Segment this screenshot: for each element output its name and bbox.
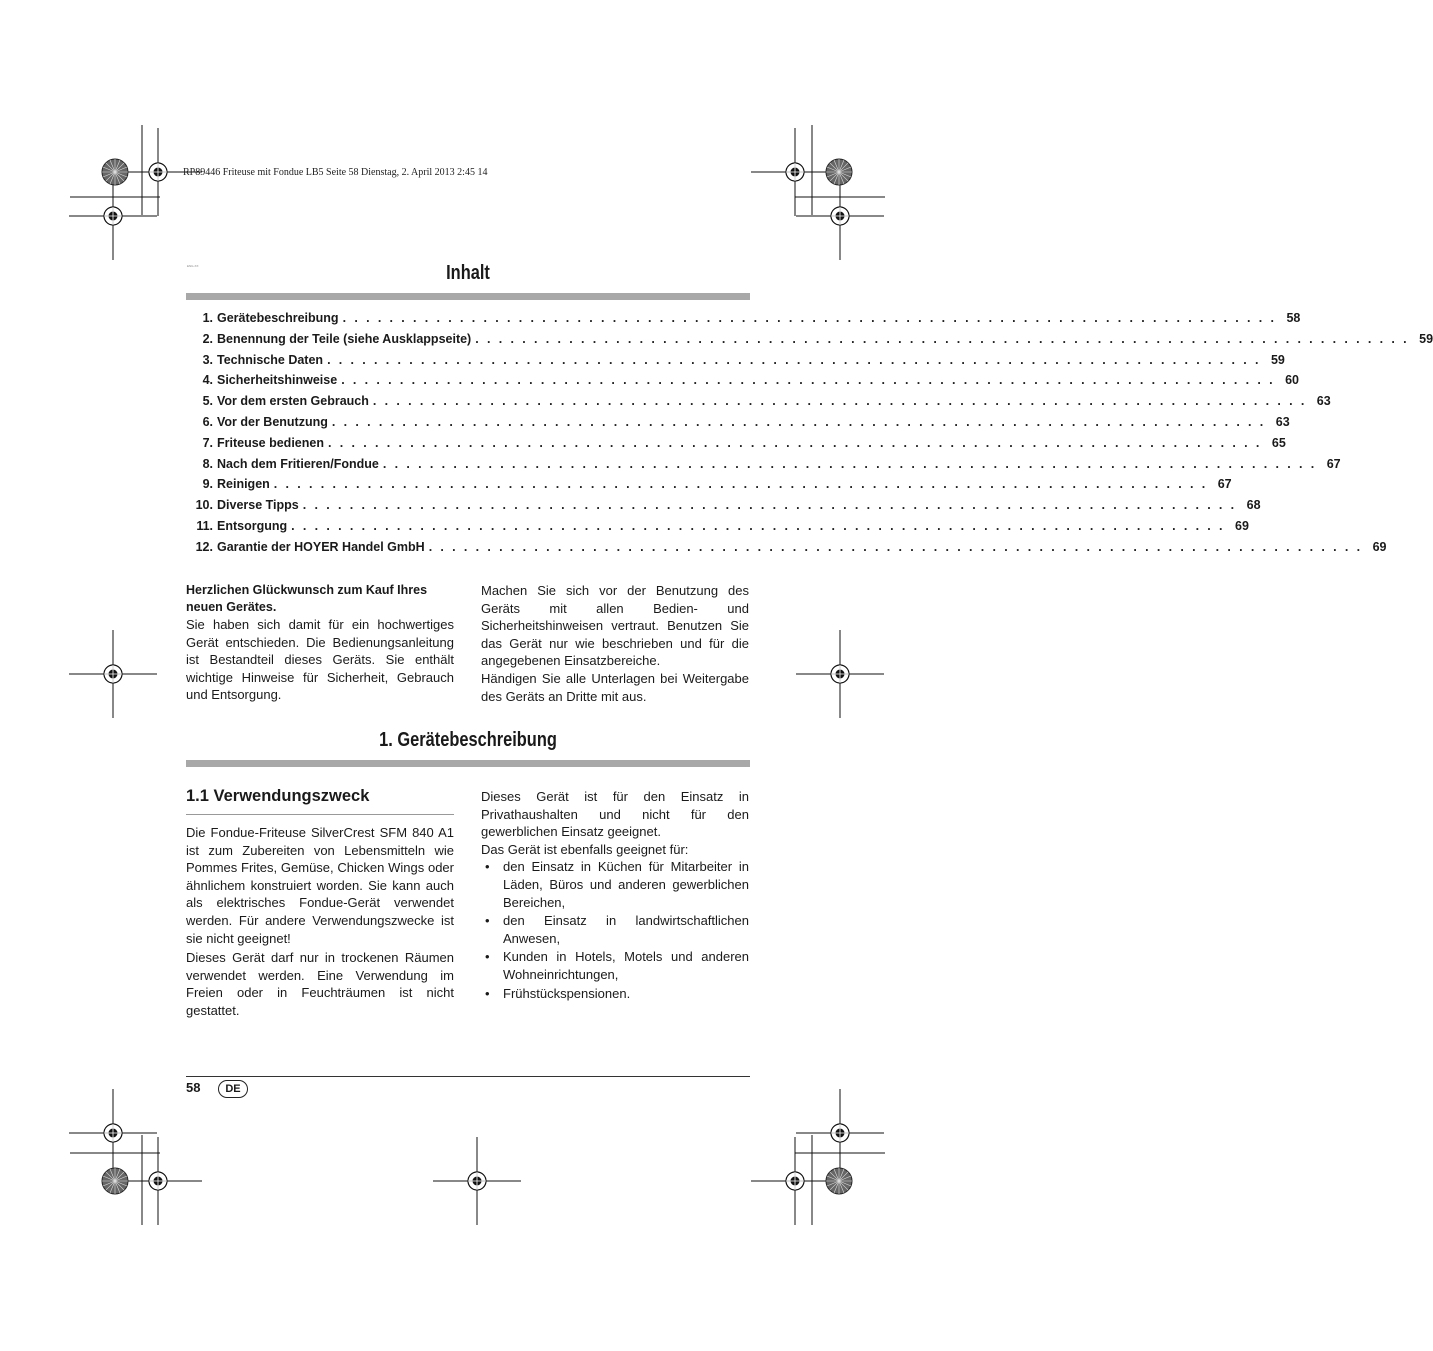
toc-entry-title: Diverse Tipps: [217, 498, 299, 513]
toc-entry[interactable]: [186, 331, 1433, 353]
intro-lead: Herzlichen Glückwunsch zum Kauf Ihres neuen Gerätes.: [186, 583, 428, 614]
toc-entry[interactable]: [186, 539, 1387, 561]
toc-leader-dots: . . . . . . . . . . . . . . . . . . . . . . . . . . . . . . . . . . . . . . . . . . . . . . . . . . . . . . . . . . . . . . . . . . . . . . . . . . . . . . . .: [372, 394, 1307, 409]
section-1-left-p1: Die Fondue-Friteuse SilverCrest SFM 840 A1 ist zum Zubereiten von Lebensmitteln wie Pommes Frites, Gemüse, Chicken Wings oder ähnlichem konstruiert worden. Sie kann auch als elektrisches Fondue-Gerät verwendet werden. Für andere Verwendungszwecke ist sie nicht geeignet!: [186, 825, 454, 946]
toc-title: Inhalt: [446, 262, 490, 284]
toc-entry-number: 3.: [202, 352, 213, 367]
intro-left-column: [186, 582, 454, 704]
toc-entry-page: 67: [1217, 477, 1232, 492]
toc-entry[interactable]: [186, 394, 1331, 415]
section-1-left-p2: Dieses Gerät darf nur in trockenen Räumen verwendet werden. Eine Verwendung im Freien oder in Feuchträumen ist nicht gestattet.: [186, 950, 454, 1018]
toc-leader-dots: . . . . . . . . . . . . . . . . . . . . . . . . . . . . . . . . . . . . . . . . . . . . . . . . . . . . . . . . . . . . . . . . . . . . . . . . . . . . . . . .: [327, 435, 1262, 450]
section-1-title: 1. Gerätebeschreibung: [379, 729, 557, 751]
tiny-mark: ENG-XX: [187, 264, 199, 268]
section-1-right-column: [481, 788, 749, 1002]
toc-entry-number: 2.: [202, 331, 213, 346]
table-of-contents: [186, 311, 1433, 561]
toc-leader-dots: . . . . . . . . . . . . . . . . . . . . . . . . . . . . . . . . . . . . . . . . . . . . . . . . . . . . . . . . . . . . . . . . . . . . . . . . . . . . . . . .: [273, 477, 1208, 492]
page-number: 58: [186, 1080, 201, 1095]
toc-entry-title: Garantie der HOYER Handel GmbH: [217, 539, 425, 554]
toc-entry-page: 59: [1270, 352, 1285, 367]
toc-entry-page: 69: [1372, 539, 1387, 554]
toc-entry-page: 60: [1285, 373, 1299, 388]
subsection-rule: [186, 814, 454, 815]
toc-entry-number: 5.: [202, 394, 213, 409]
toc-entry-number: 1.: [202, 311, 213, 325]
toc-entry-title: Benennung der Teile (siehe Ausklappseite): [217, 331, 472, 346]
toc-entry-page: 67: [1326, 456, 1341, 471]
toc-entry-title: Sicherheitshinweise: [217, 373, 338, 388]
toc-leader-dots: . . . . . . . . . . . . . . . . . . . . . . . . . . . . . . . . . . . . . . . . . . . . . . . . . . . . . . . . . . . . . . . . . . . . . . . . . . . . . . . .: [302, 498, 1237, 513]
toc-leader-dots: . . . . . . . . . . . . . . . . . . . . . . . . . . . . . . . . . . . . . . . . . . . . . . . . . . . . . . . . . . . . . . . . . . . . . . . . . . . . . . . .: [327, 352, 1261, 367]
toc-entry-number: 11.: [196, 518, 213, 533]
toc-entry-title: Technische Daten: [217, 352, 324, 367]
toc-leader-dots: . . . . . . . . . . . . . . . . . . . . . . . . . . . . . . . . . . . . . . . . . . . . . . . . . . . . . . . . . . . . . . . . . . . . . . . . . . . . . . . .: [475, 331, 1410, 346]
list-item: • Kunden in Hotels, Motels und anderen Wohneinrichtungen,: [481, 948, 749, 983]
toc-leader-dots: . . . . . . . . . . . . . . . . . . . . . . . . . . . . . . . . . . . . . . . . . . . . . . . . . . . . . . . . . . . . . . . . . . . . . . . . . . . . . . . .: [342, 311, 1277, 325]
toc-entry-number: 9.: [202, 477, 213, 492]
toc-leader-dots: . . . . . . . . . . . . . . . . . . . . . . . . . . . . . . . . . . . . . . . . . . . . . . . . . . . . . . . . . . . . . . . . . . . . . . . . . . . . . . . .: [331, 414, 1266, 429]
toc-entry-number: 10.: [195, 498, 213, 513]
toc-entry-title: Vor dem ersten Gebrauch: [217, 394, 369, 409]
toc-entry-page: 69: [1235, 518, 1249, 533]
toc-entry-page: 65: [1271, 435, 1286, 450]
section-1-right-p1: Dieses Gerät ist für den Einsatz in Privathaushalten und nicht für den gewerblichen Einsatz geeignet.: [481, 789, 749, 840]
toc-entry-page: 68: [1246, 498, 1261, 513]
toc-entry[interactable]: [186, 373, 1299, 394]
suitability-list: [481, 858, 749, 1002]
toc-leader-dots: . . . . . . . . . . . . . . . . . . . . . . . . . . . . . . . . . . . . . . . . . . . . . . . . . . . . . . . . . . . . . . . . . . . . . . . . . . . . . . . .: [428, 539, 1363, 554]
toc-entry-title: Nach dem Fritieren/Fondue: [217, 456, 379, 471]
toc-entry[interactable]: [186, 477, 1232, 498]
language-badge: DE: [218, 1080, 248, 1098]
section-1-left-column: [186, 788, 454, 1020]
toc-leader-dots: . . . . . . . . . . . . . . . . . . . . . . . . . . . . . . . . . . . . . . . . . . . . . . . . . . . . . . . . . . . . . . . . . . . . . . . . . . . . . . . .: [382, 456, 1317, 471]
list-item: • den Einsatz in Küchen für Mitarbeiter in Läden, Büros und anderen gewerblichen Bereichen,: [481, 858, 749, 911]
print-slug-line: RP89446 Friteuse mit Fondue LB5 Seite 58 Dienstag, 2. April 2013 2:45 14: [183, 167, 488, 178]
intro-right-p1: Machen Sie sich vor der Benutzung des Geräts mit allen Bedien- und Sicherheitshinweisen vertraut. Benutzen Sie das Gerät nur wie beschrieben und für die angegebenen Einsatzbereiche.: [481, 583, 749, 669]
toc-entry-title: Reinigen: [217, 477, 270, 492]
toc-leader-dots: . . . . . . . . . . . . . . . . . . . . . . . . . . . . . . . . . . . . . . . . . . . . . . . . . . . . . . . . . . . . . . . . . . . . . . . . . . . . . . . .: [341, 373, 1275, 388]
toc-title-bar: [186, 293, 750, 300]
toc-entry-number: 6.: [202, 414, 213, 429]
section-1-right-p2: Das Gerät ist ebenfalls geeignet für:: [481, 841, 689, 857]
toc-entry-number: 7.: [202, 435, 213, 450]
toc-entry-page: 58: [1286, 311, 1301, 325]
toc-entry[interactable]: [186, 456, 1341, 478]
intro-left-text: Sie haben sich damit für ein hochwertiges Gerät entschieden. Die Bedienungsanleitung ist Bestandteil dieses Geräts. Sie enthält wichtige Hinweise für Sicherheit, Gebrauch und Entsorgung.: [186, 617, 454, 703]
toc-entry-page: 63: [1275, 414, 1290, 429]
toc-entry[interactable]: [186, 518, 1249, 540]
toc-entry-title: Vor der Benutzung: [217, 414, 328, 429]
footer-rule: [186, 1076, 750, 1077]
toc-entry[interactable]: [186, 311, 1301, 332]
toc-leader-dots: . . . . . . . . . . . . . . . . . . . . . . . . . . . . . . . . . . . . . . . . . . . . . . . . . . . . . . . . . . . . . . . . . . . . . . . . . . . . . . . .: [291, 518, 1225, 533]
list-item: • Frühstückspensionen.: [481, 985, 749, 1003]
toc-entry[interactable]: [186, 498, 1261, 519]
toc-entry-title: Gerätebeschreibung: [217, 311, 339, 325]
toc-entry-page: 63: [1316, 394, 1331, 409]
section-1-title-bar: [186, 760, 750, 767]
list-item: • den Einsatz in landwirtschaftlichen Anwesen,: [481, 912, 749, 947]
toc-entry[interactable]: [186, 352, 1285, 374]
toc-entry-number: 8.: [202, 456, 213, 471]
toc-entry-title: Friteuse bedienen: [217, 435, 324, 450]
intro-right-column: [481, 582, 749, 705]
toc-entry[interactable]: [186, 414, 1290, 436]
toc-entry[interactable]: [186, 435, 1286, 457]
toc-entry-number: 4.: [202, 373, 213, 388]
subsection-title: 1.1 Verwendungszweck: [186, 787, 370, 805]
toc-entry-page: 59: [1419, 331, 1433, 346]
intro-right-p2: Händigen Sie alle Unterlagen bei Weitergabe des Geräts an Dritte mit aus.: [481, 670, 749, 704]
toc-entry-title: Entsorgung: [217, 518, 288, 533]
toc-entry-number: 12.: [195, 539, 213, 554]
